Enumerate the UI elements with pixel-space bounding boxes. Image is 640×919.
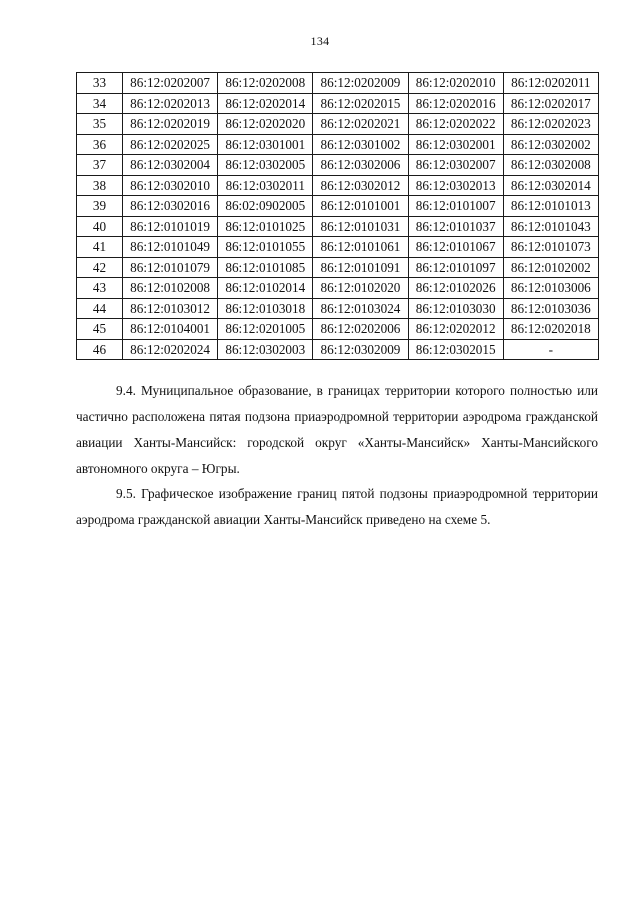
row-number-cell: 34	[77, 93, 123, 114]
cadastral-number-cell: 86:12:0202024	[123, 339, 218, 360]
cadastral-number-cell: 86:12:0101061	[313, 237, 408, 258]
page-number: 134	[310, 34, 330, 48]
row-number-cell: 38	[77, 175, 123, 196]
cadastral-number-cell: 86:12:0102002	[503, 257, 598, 278]
table-body	[77, 73, 599, 360]
cadastral-number-cell: 86:12:0202011	[503, 73, 598, 94]
cadastral-number-cell: 86:12:0101025	[218, 216, 313, 237]
cadastral-number-cell: 86:12:0101079	[123, 257, 218, 278]
cadastral-number-cell: 86:12:0202006	[313, 319, 408, 340]
table-row	[77, 339, 599, 360]
table-row	[77, 175, 599, 196]
paragraph-9-5: 9.5. Графическое изображение границ пятой подзоны приаэродромной территории аэродрома гражданской авиации Ханты-Мансийск приведено на схеме 5.	[76, 486, 598, 527]
cadastral-number-cell: 86:12:0101037	[408, 216, 503, 237]
row-number-cell: 41	[77, 237, 123, 258]
row-number-cell: 42	[77, 257, 123, 278]
table-row	[77, 257, 599, 278]
cadastral-number-cell: 86:12:0302016	[123, 196, 218, 217]
row-number-cell: 36	[77, 134, 123, 155]
cadastral-number-cell: 86:12:0201005	[218, 319, 313, 340]
cadastral-number-cell: 86:12:0202010	[408, 73, 503, 94]
table-row	[77, 237, 599, 258]
cadastral-number-cell: 86:12:0301002	[313, 134, 408, 155]
cadastral-number-cell: 86:12:0101043	[503, 216, 598, 237]
table-row	[77, 134, 599, 155]
cadastral-number-cell: 86:12:0202019	[123, 114, 218, 135]
table-row	[77, 93, 599, 114]
cadastral-number-cell: 86:12:0302006	[313, 155, 408, 176]
cadastral-number-cell: 86:12:0102014	[218, 278, 313, 299]
cadastral-number-cell: 86:12:0101007	[408, 196, 503, 217]
row-number-cell: 45	[77, 319, 123, 340]
cadastral-number-cell: 86:12:0103030	[408, 298, 503, 319]
cadastral-number-cell: 86:12:0102020	[313, 278, 408, 299]
row-number-cell: 33	[77, 73, 123, 94]
table-row	[77, 196, 599, 217]
cadastral-number-cell: 86:12:0202008	[218, 73, 313, 94]
cadastral-number-cell: 86:12:0102026	[408, 278, 503, 299]
cadastral-number-cell: 86:12:0302004	[123, 155, 218, 176]
cadastral-number-cell: 86:12:0103006	[503, 278, 598, 299]
cadastral-blocks-table	[76, 72, 599, 360]
cadastral-number-cell: 86:12:0302002	[503, 134, 598, 155]
cadastral-number-cell: 86:12:0101049	[123, 237, 218, 258]
cadastral-number-cell: 86:12:0202020	[218, 114, 313, 135]
cadastral-number-cell: 86:12:0101013	[503, 196, 598, 217]
cadastral-number-cell: 86:12:0202021	[313, 114, 408, 135]
cadastral-number-cell: 86:12:0302003	[218, 339, 313, 360]
table-row	[77, 278, 599, 299]
cadastral-number-cell: 86:12:0104001	[123, 319, 218, 340]
row-number-cell: 39	[77, 196, 123, 217]
cadastral-number-cell: 86:02:0902005	[218, 196, 313, 217]
cadastral-number-cell: 86:12:0301001	[218, 134, 313, 155]
cadastral-number-cell: 86:12:0101031	[313, 216, 408, 237]
cadastral-number-cell: 86:12:0103036	[503, 298, 598, 319]
cadastral-number-cell: 86:12:0103024	[313, 298, 408, 319]
row-number-cell: 44	[77, 298, 123, 319]
cadastral-number-cell: 86:12:0302013	[408, 175, 503, 196]
cadastral-number-cell: 86:12:0302010	[123, 175, 218, 196]
cadastral-number-cell: 86:12:0302015	[408, 339, 503, 360]
row-number-cell: 35	[77, 114, 123, 135]
cadastral-number-cell: 86:12:0202012	[408, 319, 503, 340]
cadastral-number-cell: 86:12:0302009	[313, 339, 408, 360]
cadastral-number-cell: 86:12:0302014	[503, 175, 598, 196]
cadastral-number-cell: 86:12:0101097	[408, 257, 503, 278]
cadastral-number-cell: 86:12:0302001	[408, 134, 503, 155]
cadastral-number-cell: 86:12:0202022	[408, 114, 503, 135]
cadastral-number-cell: 86:12:0101085	[218, 257, 313, 278]
cadastral-number-cell: 86:12:0103018	[218, 298, 313, 319]
cadastral-number-cell: 86:12:0101073	[503, 237, 598, 258]
table-row	[77, 319, 599, 340]
cadastral-number-cell: 86:12:0202016	[408, 93, 503, 114]
cadastral-number-cell: 86:12:0202009	[313, 73, 408, 94]
table-row	[77, 298, 599, 319]
cadastral-number-cell: 86:12:0302005	[218, 155, 313, 176]
cadastral-number-cell: 86:12:0101091	[313, 257, 408, 278]
table-row	[77, 155, 599, 176]
table-row	[77, 73, 599, 94]
row-number-cell: 43	[77, 278, 123, 299]
table-row	[77, 114, 599, 135]
cadastral-number-cell: 86:12:0302007	[408, 155, 503, 176]
cadastral-number-cell: 86:12:0101067	[408, 237, 503, 258]
table-row	[77, 216, 599, 237]
cadastral-number-cell: 86:12:0202014	[218, 93, 313, 114]
cadastral-number-cell: 86:12:0202018	[503, 319, 598, 340]
cadastral-number-cell: 86:12:0103012	[123, 298, 218, 319]
cadastral-number-cell: 86:12:0101019	[123, 216, 218, 237]
cadastral-number-cell: 86:12:0101055	[218, 237, 313, 258]
cadastral-number-cell: 86:12:0101001	[313, 196, 408, 217]
cadastral-number-cell: 86:12:0202015	[313, 93, 408, 114]
row-number-cell: 46	[77, 339, 123, 360]
cadastral-number-cell: 86:12:0202013	[123, 93, 218, 114]
paragraph-9-4: 9.4. Муниципальное образование, в границах территории которого полностью или частично расположена пятая подзона приаэродромной территории аэродрома гражданской авиации Ханты-Мансийск: городской округ «Ханты-Мансийск» Ханты-Мансийского автономного округа – Югры.	[76, 383, 598, 476]
cadastral-number-cell: 86:12:0202007	[123, 73, 218, 94]
cadastral-number-cell: 86:12:0202023	[503, 114, 598, 135]
cadastral-number-cell: 86:12:0102008	[123, 278, 218, 299]
cadastral-number-cell: -	[503, 339, 598, 360]
row-number-cell: 37	[77, 155, 123, 176]
cadastral-number-cell: 86:12:0302012	[313, 175, 408, 196]
cadastral-number-cell: 86:12:0202025	[123, 134, 218, 155]
cadastral-number-cell: 86:12:0302011	[218, 175, 313, 196]
row-number-cell: 40	[77, 216, 123, 237]
cadastral-number-cell: 86:12:0202017	[503, 93, 598, 114]
cadastral-number-cell: 86:12:0302008	[503, 155, 598, 176]
